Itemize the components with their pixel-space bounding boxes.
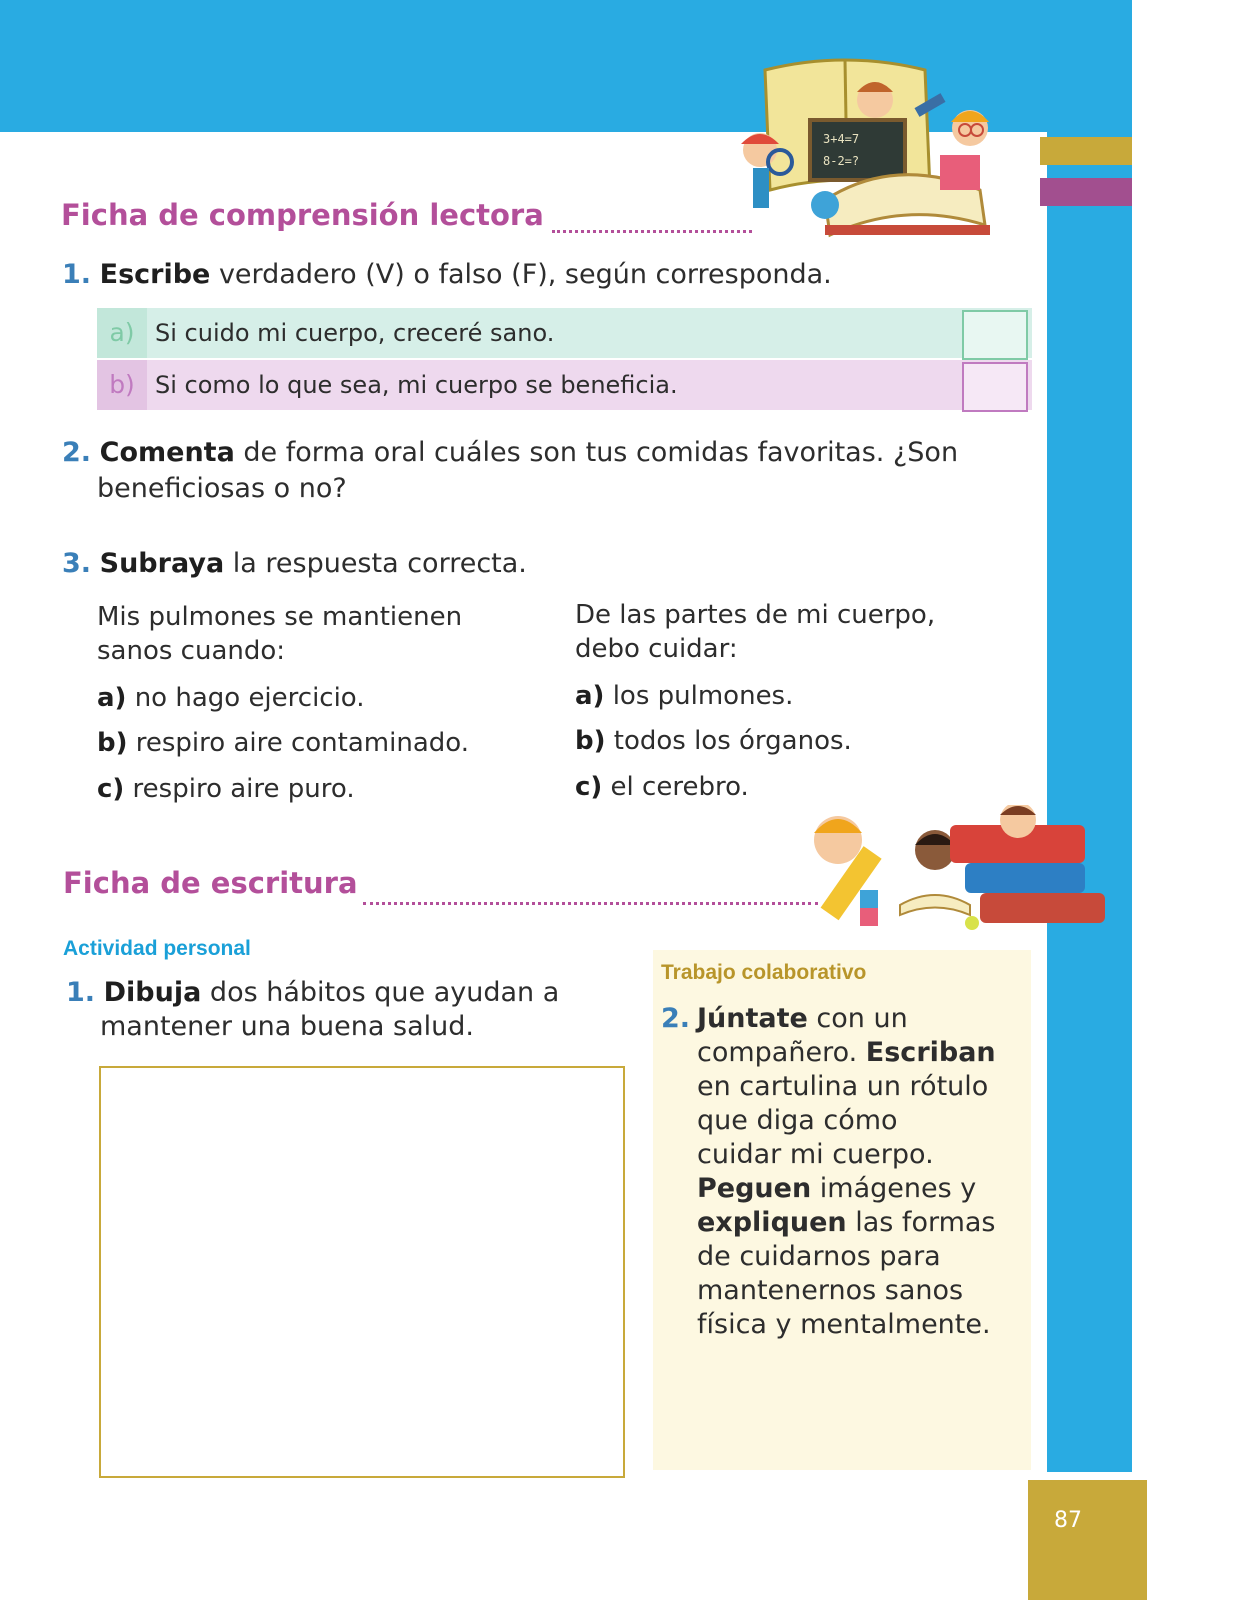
option-letter: a) [97,683,127,713]
title-dotted-rule [552,230,752,233]
question-number: 2. [661,1003,691,1034]
globe-icon [811,191,839,219]
question-number: 1. [62,259,92,290]
question-2-continuation: beneficiosas o no? [97,473,347,504]
blackboard-line1: 3+4=7 [823,132,860,146]
question-number: 2. [62,437,92,468]
title-dotted-rule [363,902,818,905]
q3-right-prompt-cont: debo cuidar: [575,634,738,664]
question-verb: Subraya [99,548,225,579]
true-false-row [97,360,1032,410]
ball-icon [965,916,979,930]
gold-section-tab [1040,137,1132,165]
answer-box[interactable] [962,310,1028,360]
instruction-line [697,1206,996,1240]
option-letter: c) [97,774,125,804]
page-number: 87 [1054,1508,1082,1533]
q3-left-option-a[interactable] [97,681,365,715]
question-2 [62,436,958,470]
question-text: la respuesta correcta. [224,548,527,579]
option-letter: a) [575,681,605,711]
instruction-line: que diga cómo [697,1105,898,1136]
personal-activity-label: Actividad personal [63,937,251,960]
blackboard-icon [810,120,905,180]
q3-right-prompt: De las partes de mi cuerpo, [575,600,936,630]
right-page-edge [1132,0,1147,1472]
instruction-text: las formas [846,1207,996,1238]
reading-section-title: Ficha de comprensión lectora [61,198,544,232]
item-text: Si como lo que sea, mi cuerpo se beneficia. [155,371,678,399]
question-1 [62,258,832,292]
question-3 [62,547,527,581]
option-text: no hago ejercicio. [126,683,365,713]
item-letter: b) [97,360,147,410]
instruction-line: mantenernos sanos [697,1275,964,1306]
option-letter: c) [575,772,603,802]
option-letter: b) [575,726,606,756]
instruction-text: compañero. [697,1037,866,1068]
instruction-line: en cartulina un rótulo [697,1071,989,1102]
option-text: respiro aire contaminado. [127,728,469,758]
question-text: de forma oral cuáles son tus comidas favoritas. ¿Son [234,437,959,468]
instruction-line [697,1002,996,1036]
question-number: 3. [62,548,92,579]
writing-question-1 [66,976,559,1010]
instruction-line [697,1172,996,1206]
item-text: Si cuido mi cuerpo, creceré sano. [155,319,555,347]
q3-left-prompt-cont: sanos cuando: [97,636,286,666]
collaborative-instructions [697,1002,996,1342]
option-text: los pulmones. [604,681,794,711]
open-book-icon [900,895,970,915]
option-text: respiro aire puro. [124,774,355,804]
answer-box[interactable] [962,362,1028,412]
drawing-area[interactable] [99,1066,625,1478]
instruction-line: cuidar mi cuerpo. [697,1139,934,1170]
q3-right-option-a[interactable] [575,679,793,713]
kids-books-illustration [800,805,1130,945]
q3-left-prompt: Mis pulmones se mantienen [97,602,463,632]
instruction-line: física y mentalmente. [697,1309,991,1340]
question-number: 1. [66,977,96,1008]
instruction-verb: Peguen [697,1173,812,1204]
question-text: verdadero (V) o falso (F), según corresponda. [210,259,832,290]
true-false-row [97,308,1032,358]
option-text: todos los órganos. [605,726,852,756]
blackboard-line2: 8-2=? [823,154,860,168]
purple-section-tab [1040,178,1132,206]
instruction-verb: expliquen [697,1207,847,1238]
writing-section-title: Ficha de escritura [63,866,358,900]
instruction-text: con un [807,1003,908,1034]
instruction-verb: Júntate [697,1003,808,1034]
instruction-text: imágenes y [811,1173,977,1204]
q3-left-option-c[interactable] [97,772,355,806]
q3-right-option-b[interactable] [575,724,852,758]
kids-reading-illustration [725,40,1015,240]
q3-right-option-c[interactable] [575,770,749,804]
question-verb: Escribe [99,259,211,290]
question-verb: Dibuja [103,977,202,1008]
option-text: el cerebro. [602,772,749,802]
q3-left-option-b[interactable] [97,726,469,760]
instruction-line [697,1036,996,1070]
instruction-line: de cuidarnos para [697,1241,941,1272]
question-verb: Comenta [99,437,235,468]
page-number-box [1028,1480,1147,1600]
writing-question-1-cont: mantener una buena salud. [100,1011,474,1042]
question-text: dos hábitos que ayudan a [201,977,560,1008]
option-letter: b) [97,728,128,758]
instruction-verb: Escriban [865,1037,996,1068]
collaborative-label: Trabajo colaborativo [661,961,867,984]
item-letter: a) [97,308,147,358]
